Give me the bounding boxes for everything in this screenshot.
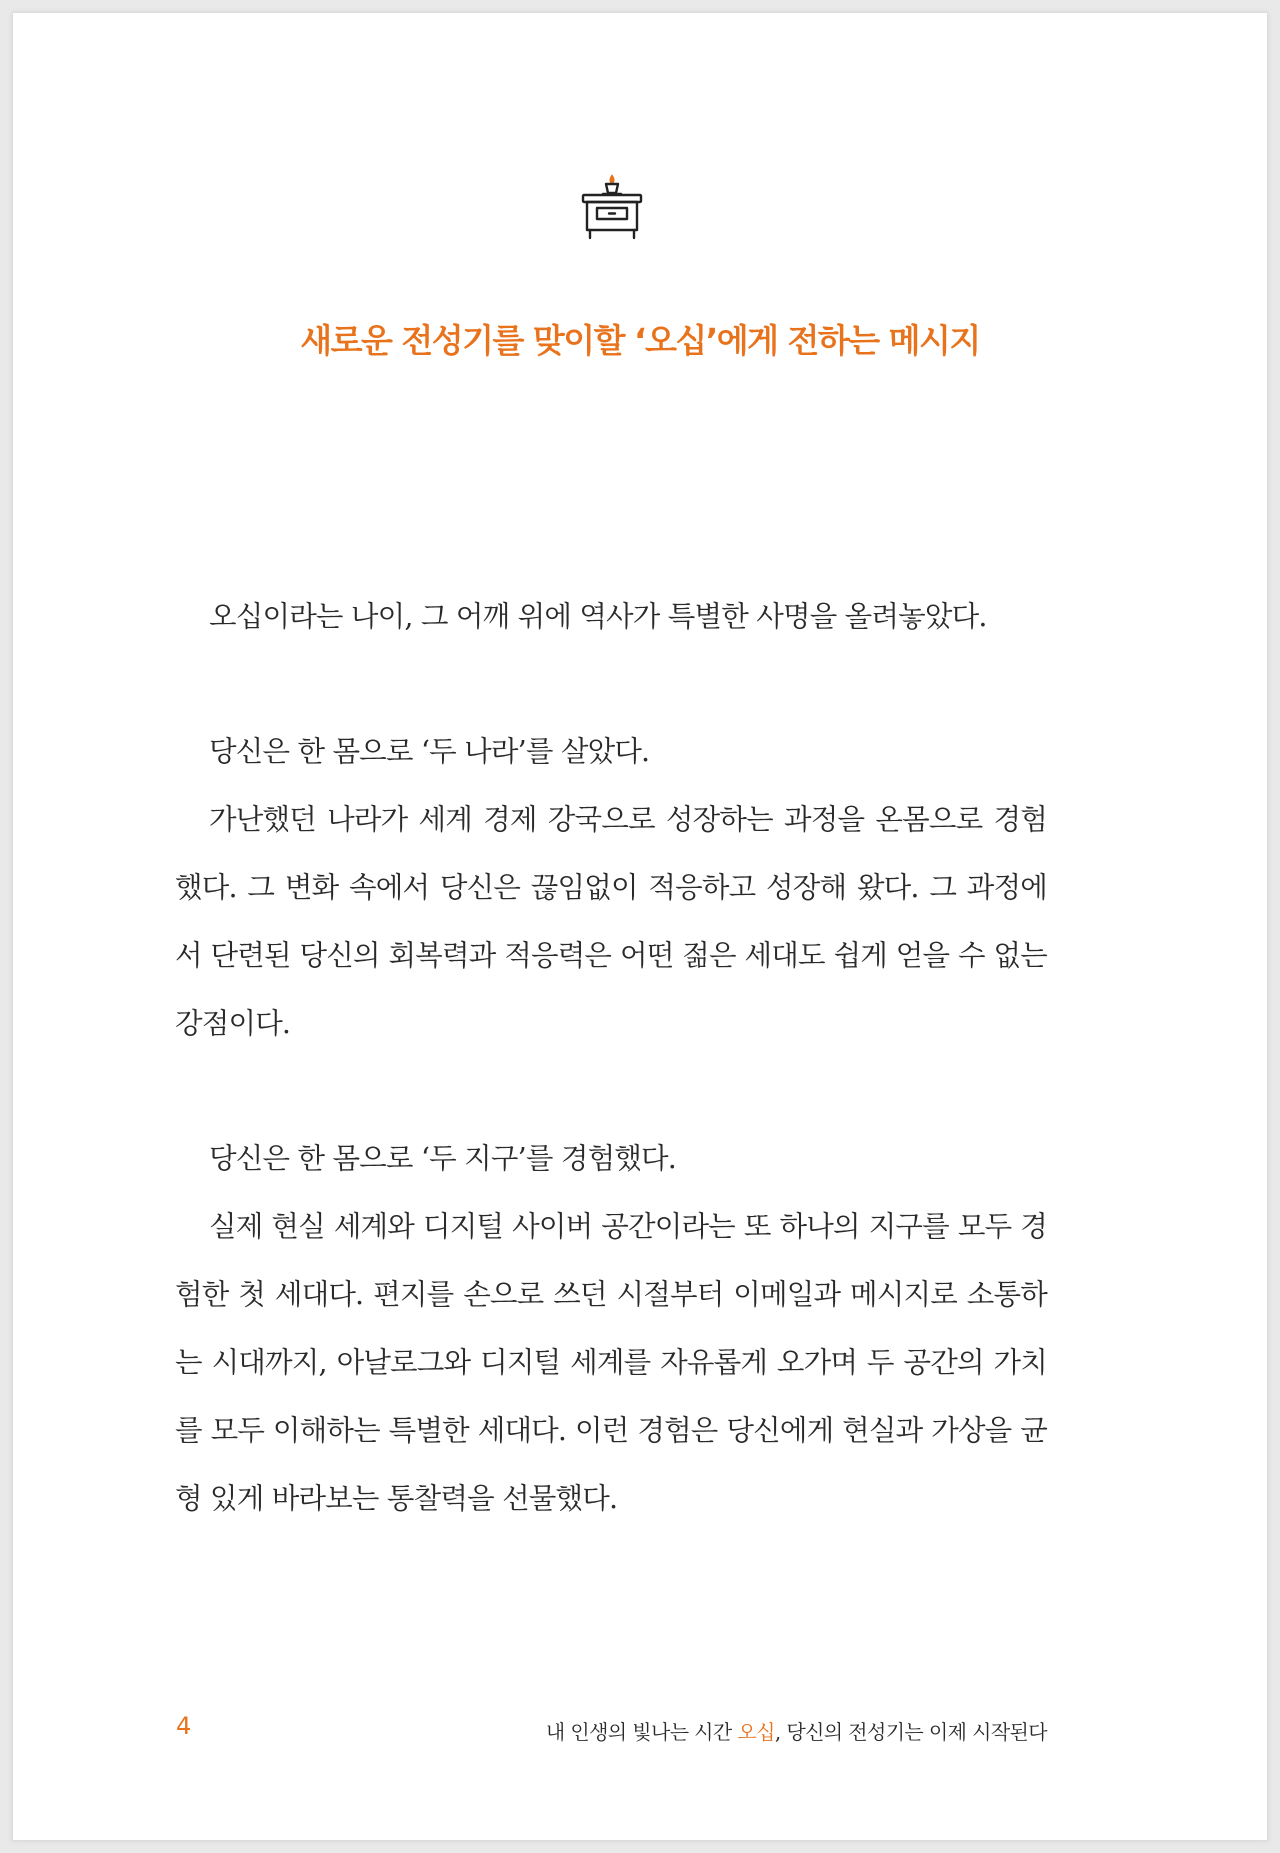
book-title-accent: 오십 (737, 1720, 775, 1744)
paragraph-3: 가난했던 나라가 세계 경제 강국으로 성장하는 과정을 온몸으로 경험했다. 그 변화 속에서 당신은 끊임없이 적응하고 성장해 왔다. 그 과정에서 단련된 당신의 회복력과 적응력은 어떤 젊은 세대도 쉽게 얻을 수 없는 강점이다. (175, 803, 1047, 1040)
paragraph-2: 당신은 한 몸으로 ‘두 나라’를 살았다. (209, 735, 650, 768)
paragraph-gap (175, 1058, 1047, 1125)
furniture-cabinet-with-candle-icon (580, 174, 644, 254)
paragraph-5: 실제 현실 세계와 디지털 사이버 공간이라는 또 하나의 지구를 모두 경험한 첫 세대다. 편지를 손으로 쓰던 시절부터 이메일과 메시지로 소통하는 시대까지, 아날로그와 디지털 세계를 자유롭게 오가며 두 공간의 가치를 모두 이해하는 특별한 세대다. 이런 경험은 당신에게 현실과 가상을 균형 있게 바라보는 통찰력을 선물했다. (175, 1210, 1047, 1515)
book-title-part: , 당신의 전성기는 이제 시작된다 (774, 1720, 1047, 1744)
page-title: 새로운 전성기를 맞이할 ‘오십’에게 전하는 메시지 (300, 321, 980, 360)
page-number: 4 (176, 1712, 192, 1740)
paragraph-gap (175, 651, 1047, 718)
paragraph-4: 당신은 한 몸으로 ‘두 지구’를 경험했다. (209, 1142, 677, 1175)
book-page (12, 12, 1268, 1841)
body-text (175, 583, 1047, 1533)
running-footer-book-title (546, 1716, 1047, 1745)
paragraph-1: 오십이라는 나이, 그 어깨 위에 역사가 특별한 사명을 올려놓았다. (209, 600, 987, 633)
book-title-part: 내 인생의 빛나는 시간 (545, 1720, 738, 1744)
